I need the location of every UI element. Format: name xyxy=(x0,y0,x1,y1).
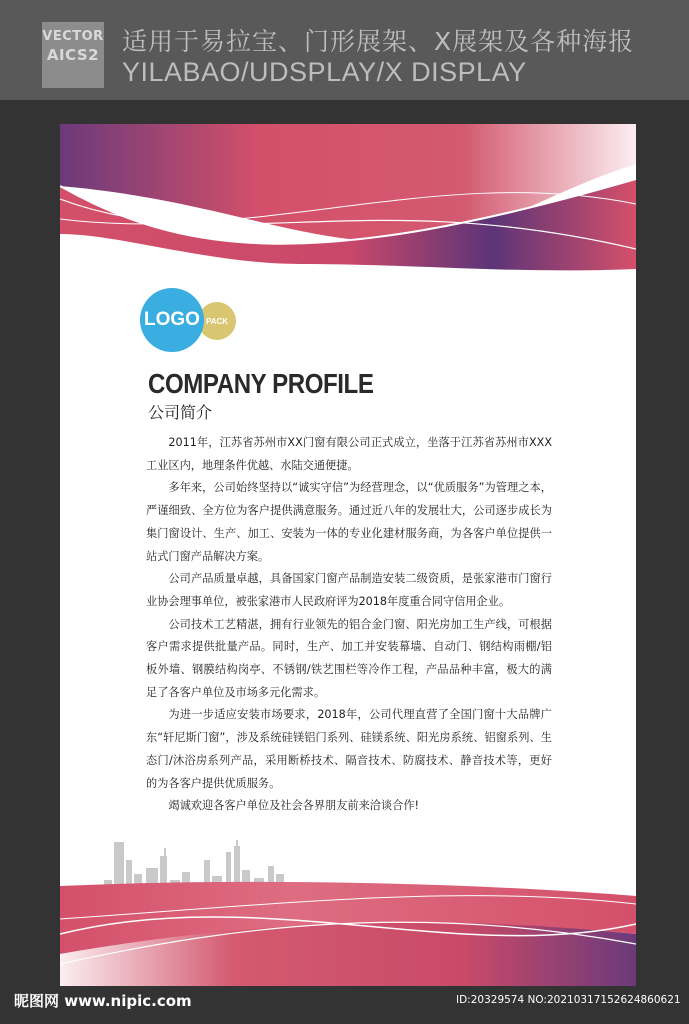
logo-circle: LOGO xyxy=(140,288,204,352)
profile-body xyxy=(146,432,552,818)
profile-paragraph: 公司技术工艺精湛，拥有行业领先的铝合金门窗、阳光房加工生产线，可根据客户需求提供批量产品。同时，生产、加工并安装幕墙、自动门、钢结构雨棚/铝板外墙、钢膜结构岗亭、不锈钢/铁艺围栏等冷作工程，产品品种丰富，极大的满足了各客户单位及市场多元化需求。 xyxy=(146,617,552,699)
bottom-wave-decoration xyxy=(60,824,636,986)
profile-paragraph: 公司产品质量卓越，具备国家门窗产品制造安装二级资质，是张家港市门窗行业协会理事单位，被张家港市人民政府评为2018年度重合同守信用企业。 xyxy=(146,572,552,608)
profile-title-cn: 公司简介 xyxy=(148,403,213,422)
profile-title-en: COMPANY PROFILE xyxy=(148,368,374,399)
banner-title-en: YILABAO/UDSPLAY/X DISPLAY xyxy=(122,57,527,87)
top-banner xyxy=(0,0,689,100)
profile-paragraph: 多年来，公司始终坚持以“诚实守信”为经营理念，以“优质服务”为管理之本，严谨细致、全方位为客户提供满意服务。通过近八年的发展壮大，公司逐步成长为集门窗设计、生产、加工、安装为一体的专业化建材服务商，为各客户单位提供一站式门窗产品解决方案。 xyxy=(146,481,552,563)
banner-title-cn: 适用于易拉宝、门形展架、X展架及各种海报 xyxy=(122,27,635,56)
profile-paragraph: 竭诚欢迎各客户单位及社会各界朋友前来洽谈合作! xyxy=(168,799,420,813)
logo-pack-circle: PACK xyxy=(198,302,236,340)
profile-paragraph: 为进一步适应安装市场要求，2018年，公司代理直营了全国门窗十大品牌广东“轩尼斯门窗”，涉及系统硅镁铝门系列、硅镁系统、阳光房系统、铝窗系列、生态门/沐浴房系列产品，采用断桥技术、隔音技术、防腐技术、静音技术等，更好的为各客户提供优质服务。 xyxy=(146,708,552,790)
image-id-text: ID:20329574 NO:20210317152624860621 xyxy=(456,994,681,1006)
site-watermark: 昵图网 www.nipic.com xyxy=(14,992,192,1010)
badge-line2: AICS2 xyxy=(46,45,100,64)
vector-badge xyxy=(42,22,104,88)
badge-line1: VECTOR xyxy=(42,29,104,44)
top-wave-decoration xyxy=(60,124,636,274)
profile-paragraph: 2011年，江苏省苏州市XX门窗有限公司正式成立，坐落于江苏省苏州市XXX工业区内，地理条件优越、水陆交通便捷。 xyxy=(146,436,552,472)
poster xyxy=(60,124,636,986)
